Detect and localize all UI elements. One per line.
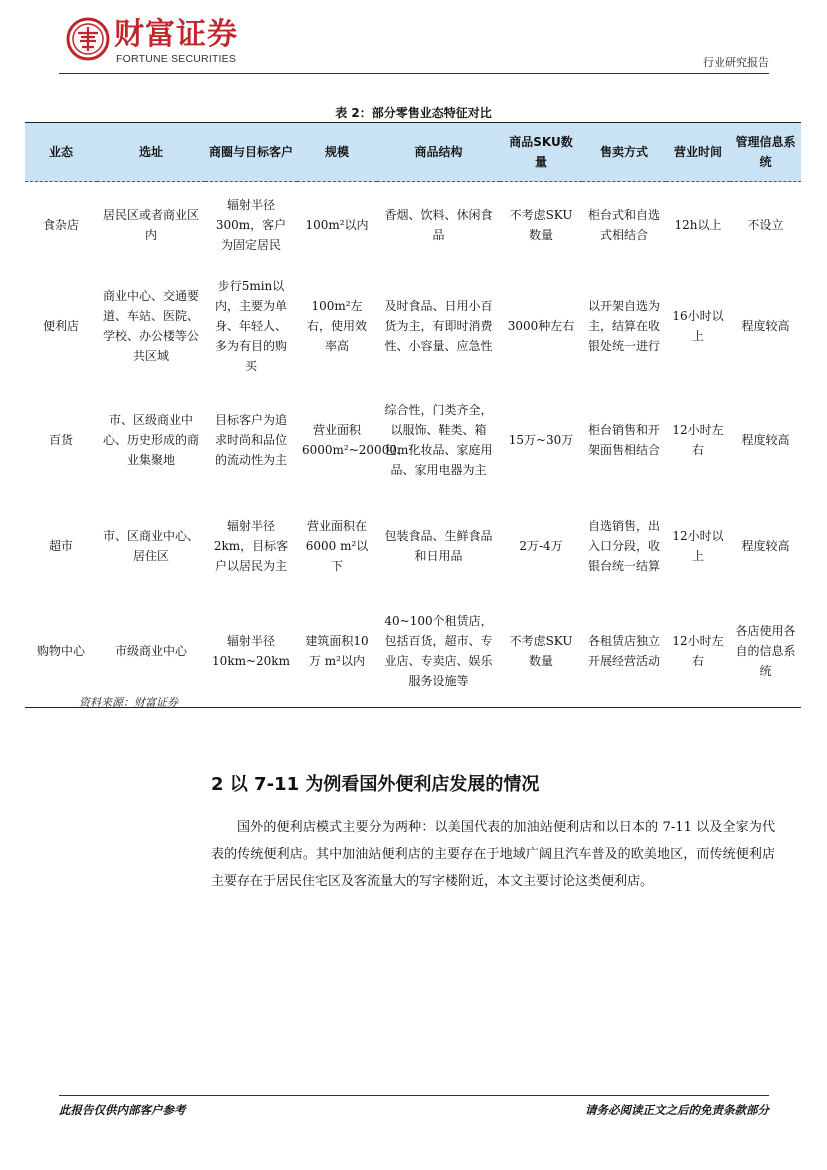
table-cell: 16小时以上 [672, 308, 724, 343]
logo-english-name: FORTUNE SECURITIES [116, 53, 237, 65]
column-header: 商品结构 [377, 123, 500, 182]
table-cell: 100m²以内 [305, 217, 369, 232]
table-cell: 包装食品、生鲜食品和日用品 [384, 528, 493, 563]
report-type-label: 行业研究报告 [703, 56, 769, 69]
footer-divider [59, 1095, 769, 1096]
table-row [25, 182, 801, 268]
column-header: 管理信息系统 [730, 123, 801, 182]
table-cell: 柜台式和自选式相结合 [587, 207, 660, 242]
table-cell: 步行5min以内，主要为单身、年轻人、多为有目的购买 [214, 278, 287, 373]
header-divider [59, 73, 769, 74]
body-paragraph: 国外的便利店模式主要分为两种：以美国代表的加油站便利店和以日本的 7-11 以及全家为代表的传统便利店。其中加油站便利店的主要存在于地域广阔且汽车普及的欧美地区，而传统便利店主要存在于居民住宅区及客流量大的写字楼附近，本文主要讨论这类便利店。 [211, 820, 775, 889]
table-cell: 市、区级商业中心、历史形成的商业集聚地 [102, 412, 199, 467]
footer-disclaimer-right: 请务必阅读正文之后的免责条款部分 [585, 1103, 769, 1117]
table-cell: 3000种左右 [507, 318, 575, 333]
table-row [25, 268, 801, 384]
table-cell: 以开架自选为主，结算在收银处统一进行 [587, 298, 660, 353]
table-cell: 营业面积6000m²~20000m² [302, 422, 414, 457]
table-cell: 15万~30万 [508, 432, 574, 447]
table-cell: 12小时左右 [666, 596, 730, 708]
table-cell: 100m²左右，使用效率高 [306, 298, 367, 353]
logo-chinese-name: 财富证券 [114, 17, 238, 52]
column-header: 选址 [97, 123, 205, 182]
table-cell: 辐射半径10km~20km [205, 596, 297, 708]
table-cell: 香烟、饮料、休闲食品 [384, 207, 493, 242]
table-cell: 程度较高 [741, 538, 790, 553]
retail-format-comparison-table [25, 122, 801, 708]
table-row [25, 596, 801, 708]
column-header: 商品SKU数量 [500, 123, 582, 182]
table-cell: 居民区或者商业区内 [102, 207, 199, 242]
table-cell: 建筑面积10万 m²以内 [297, 596, 377, 708]
table-cell: 辐射半径300m，客户为固定居民 [215, 197, 287, 252]
column-header: 营业时间 [666, 123, 730, 182]
table-cell: 2万-4万 [519, 538, 563, 553]
table-cell: 40~100个租赁店，包括百货，超市、专业店、专卖店、娱乐服务设施等 [377, 596, 500, 708]
table-cell: 12小时左右 [672, 422, 724, 457]
table-cell: 综合性，门类齐全，以服饰、鞋类、箱包、化妆品、家庭用品、家用电器为主 [384, 402, 493, 477]
table-cell: 超市 [48, 538, 73, 553]
table-cell: 市、区商业中心、居住区 [102, 528, 199, 563]
table-cell: 自选销售，出入口分段，收银台统一结算 [587, 518, 660, 573]
table-cell: 各店使用各自的信息系统 [730, 596, 801, 708]
table-cell: 及时食品、日用小百货为主，有即时消费性、小容量、应急性 [384, 298, 493, 353]
column-header: 规模 [297, 123, 377, 182]
table-cell: 12小时以上 [672, 528, 724, 563]
section-heading: 2 以 7-11 为例看国外便利店发展的情况 [211, 774, 540, 795]
footer-disclaimer-left: 此报告仅供内部客户参考 [59, 1103, 186, 1117]
table-header-row [25, 123, 801, 182]
table-cell: 不考虑SKU数量 [509, 207, 573, 242]
table-cell: 市级商业中心 [97, 596, 205, 708]
company-logo [66, 17, 266, 67]
table-cell: 程度较高 [741, 318, 790, 333]
table-cell: 营业面积在6000 m²以下 [305, 518, 369, 573]
table-caption: 表 2：部分零售业态特征对比 [335, 106, 492, 120]
table-cell: 不考虑SKU数量 [500, 596, 582, 708]
table-cell: 12h以上 [674, 217, 722, 232]
table-cell: 程度较高 [741, 432, 790, 447]
table-source-note: 资料来源：财富证券 [79, 696, 178, 709]
column-header: 售卖方式 [582, 123, 666, 182]
table-cell: 目标客户为追求时尚和品位的流动性为主 [214, 412, 287, 467]
column-header: 业态 [25, 123, 97, 182]
table-cell: 购物中心 [25, 596, 97, 708]
table-cell: 柜台销售和开架面售相结合 [587, 422, 660, 457]
table-cell: 食杂店 [42, 217, 79, 232]
table-cell: 不设立 [747, 217, 784, 232]
table-cell: 辐射半径2km，目标客户以居民为主 [213, 518, 289, 573]
table-cell: 百货 [48, 432, 73, 447]
table-row [25, 384, 801, 496]
table-cell: 便利店 [42, 318, 79, 333]
table-cell: 各租赁店独立开展经营活动 [582, 596, 666, 708]
fortune-seal-icon [66, 17, 110, 61]
table-cell: 商业中心、交通要道、车站、医院、学校、办公楼等公共区域 [102, 288, 199, 363]
table-row [25, 496, 801, 596]
column-header: 商圈与目标客户 [205, 123, 297, 182]
